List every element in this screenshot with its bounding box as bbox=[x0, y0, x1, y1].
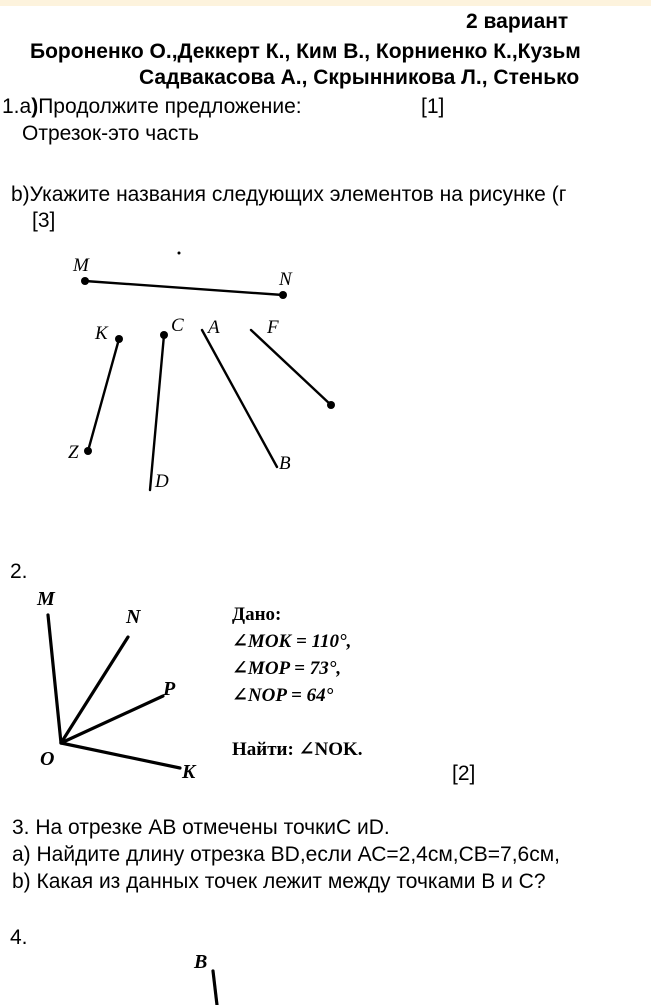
authors-line-1: Бороненко О.,Деккерт К., Ким В., Корниенко К.,Кузьм bbox=[30, 40, 581, 63]
label-d: D bbox=[155, 471, 169, 492]
task3-line-2: а) Найдите длину отрезка BD,если АС=2,4см,СВ=7,6см, bbox=[12, 843, 560, 866]
label-o2: O bbox=[40, 748, 55, 770]
given-title: Дано: bbox=[232, 604, 282, 625]
point-f-end bbox=[327, 401, 335, 409]
segment-ab bbox=[202, 330, 277, 467]
label-n2: N bbox=[126, 606, 141, 628]
point-m bbox=[81, 277, 89, 285]
task1a-continuation: Отрезок-это часть bbox=[22, 122, 199, 145]
task2-figure bbox=[25, 585, 225, 785]
ray-b4 bbox=[213, 971, 217, 1005]
label-k: K bbox=[95, 323, 108, 344]
stray-dot bbox=[178, 252, 181, 255]
label-c: C bbox=[171, 315, 184, 336]
label-k2: K bbox=[182, 761, 196, 783]
task1a-prompt: Продолжите предложение: bbox=[38, 95, 302, 118]
ray-cd bbox=[150, 335, 164, 490]
task1b-prompt: b)Укажите названия следующих элементов на рисунке (г bbox=[11, 183, 567, 206]
task4-number: 4. bbox=[10, 926, 28, 949]
segment-kz bbox=[88, 339, 119, 451]
top-border bbox=[0, 0, 651, 6]
label-z: Z bbox=[68, 442, 79, 463]
label-b: B bbox=[279, 453, 291, 474]
segment-f bbox=[251, 330, 331, 405]
find-line: Найти: ∠NOK. bbox=[232, 739, 363, 760]
label-a: A bbox=[208, 317, 220, 338]
ray-ok bbox=[61, 743, 180, 768]
point-k bbox=[115, 335, 123, 343]
task3-line-3: b) Какая из данных точек лежит между точками В и С? bbox=[12, 870, 546, 893]
point-c bbox=[160, 331, 168, 339]
task3-line-1: 3. На отрезке АВ отмечены точкиС иD. bbox=[12, 816, 390, 839]
variant-title: 2 вариант bbox=[466, 10, 569, 33]
task4-figure bbox=[185, 945, 245, 1005]
label-m: M bbox=[73, 255, 89, 276]
label-b4: B bbox=[194, 951, 208, 973]
label-n: N bbox=[279, 269, 292, 290]
task1a-points: [1] bbox=[421, 95, 445, 118]
task2-number: 2. bbox=[10, 560, 28, 583]
task1a-paren: ) bbox=[31, 95, 39, 118]
point-z bbox=[84, 447, 92, 455]
ray-om bbox=[48, 615, 61, 743]
task1a-number: 1.a bbox=[2, 95, 32, 118]
task1-figure bbox=[55, 245, 355, 505]
label-p2: P bbox=[163, 678, 176, 700]
given-angle-1: ∠MOK = 110°, bbox=[232, 631, 352, 652]
label-f: F bbox=[267, 317, 279, 338]
given-angle-2: ∠MOP = 73°, bbox=[232, 658, 342, 679]
label-m2: M bbox=[37, 588, 55, 610]
segment-mn bbox=[85, 281, 283, 295]
point-n bbox=[279, 291, 287, 299]
authors-line-2: Садвакасова А., Скрынникова Л., Стенько bbox=[139, 66, 580, 89]
task1a-line bbox=[2, 95, 302, 119]
given-angle-3: ∠NOP = 64° bbox=[232, 685, 334, 706]
task2-points: [2] bbox=[452, 762, 476, 785]
task1b-points: [3] bbox=[32, 209, 56, 232]
